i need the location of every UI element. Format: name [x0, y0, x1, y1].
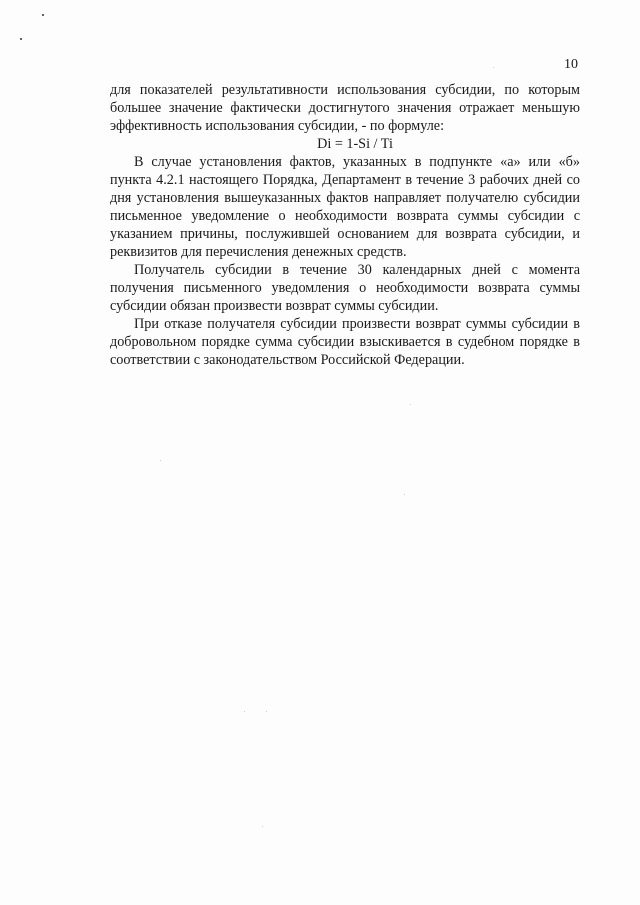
paragraph-return-notice: В случае установления фактов, указанных в подпункте «а» или «б» пункта 4.2.1 настоящего Порядка, Департамент в течение 3 рабочих дней со дня установления вышеуказанных фактов направляет получателю субсидии письменное уведомление о необходимости возврата суммы субсидии с указанием причины, послужившей основанием для возврата субсидии, и реквизитов для перечисления денежных средств. — [110, 154, 580, 260]
scan-speck — [262, 826, 263, 827]
scan-speck — [42, 14, 44, 16]
scan-speck — [493, 67, 494, 68]
page-number: 10 — [564, 57, 578, 72]
scan-speck — [404, 494, 405, 495]
paragraph-continuation: для показателей результативности использования субсидии, по которым большее значение фактически достигнутого значения отражает меньшую эффективность использования субсидии, - по формуле: — [110, 82, 580, 134]
scan-speck — [266, 711, 267, 712]
formula: Di = 1-Si / Ti — [317, 136, 393, 152]
paragraph-refusal: При отказе получателя субсидии произвести возврат суммы субсидии в добровольном порядке сумма субсидии взыскивается в судебном порядке в соответствии с законодательством Российской Федерации. — [110, 316, 580, 368]
paragraph-return-deadline: Получатель субсидии в течение 30 календарных дней с момента получения письменного уведомления о необходимости возврата суммы субсидии обязан произвести возврат суммы субсидии. — [110, 262, 580, 314]
scan-speck — [410, 404, 411, 405]
scan-speck — [244, 711, 245, 712]
scan-speck — [160, 460, 161, 461]
document-body — [110, 81, 580, 369]
scan-speck — [20, 38, 22, 40]
